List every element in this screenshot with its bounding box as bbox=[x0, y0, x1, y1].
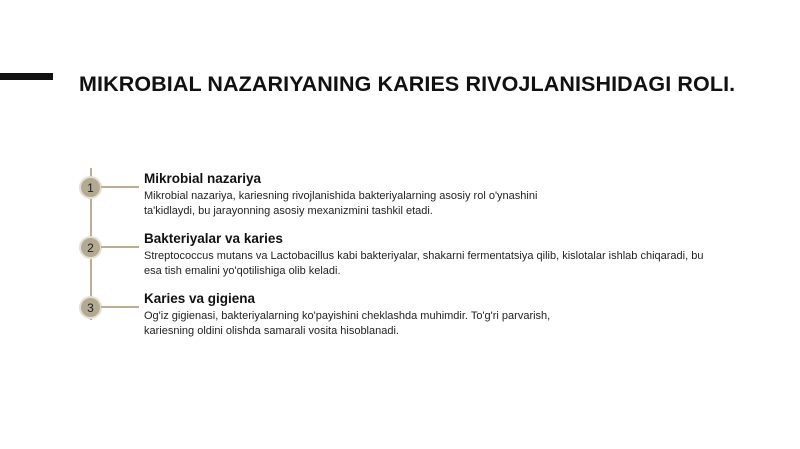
timeline-connector bbox=[101, 186, 139, 188]
timeline-item-title: Mikrobial nazariya bbox=[144, 171, 262, 186]
timeline-connector bbox=[101, 306, 139, 308]
timeline-item-title: Bakteriyalar va karies bbox=[144, 231, 283, 246]
slide-title: MIKROBIAL NAZARIYANING KARIES RIVOJLANISHIDAGI ROLI. bbox=[79, 72, 736, 96]
timeline-item-2 bbox=[144, 231, 714, 279]
timeline-node-1 bbox=[79, 176, 102, 199]
timeline-item-description: Streptococcus mutans va Lactobacillus kabi bakteriyalar, shakarni fermentatsiya qilib, kislotalar ishlab chiqaradi, bu esa tish emalini yo'qotilishiga olib keladi. bbox=[144, 250, 704, 277]
timeline-item-description: Mikrobial nazariya, kariesning rivojlanishida bakteriyalarning asosiy rol o'ynashini ta'kidlaydi, bu jarayonning asosiy mexanizmini tashkil etadi. bbox=[144, 190, 538, 217]
timeline-item-title: Karies va gigiena bbox=[144, 291, 256, 306]
timeline-node-number: 3 bbox=[87, 300, 94, 315]
timeline-node-number: 2 bbox=[87, 240, 94, 255]
timeline-node-2 bbox=[79, 236, 102, 259]
timeline-item-3 bbox=[144, 291, 564, 339]
accent-bar bbox=[0, 73, 53, 80]
timeline-node-number: 1 bbox=[87, 180, 94, 195]
timeline-node-3 bbox=[79, 296, 102, 319]
timeline-item-1 bbox=[144, 171, 544, 219]
timeline-item-description: Og'iz gigienasi, bakteriyalarning ko'payishini cheklashda muhimdir. To'g'ri parvarish, kariesning oldini olishda samarali vosita hisoblanadi. bbox=[144, 310, 551, 337]
timeline-connector bbox=[101, 246, 139, 248]
